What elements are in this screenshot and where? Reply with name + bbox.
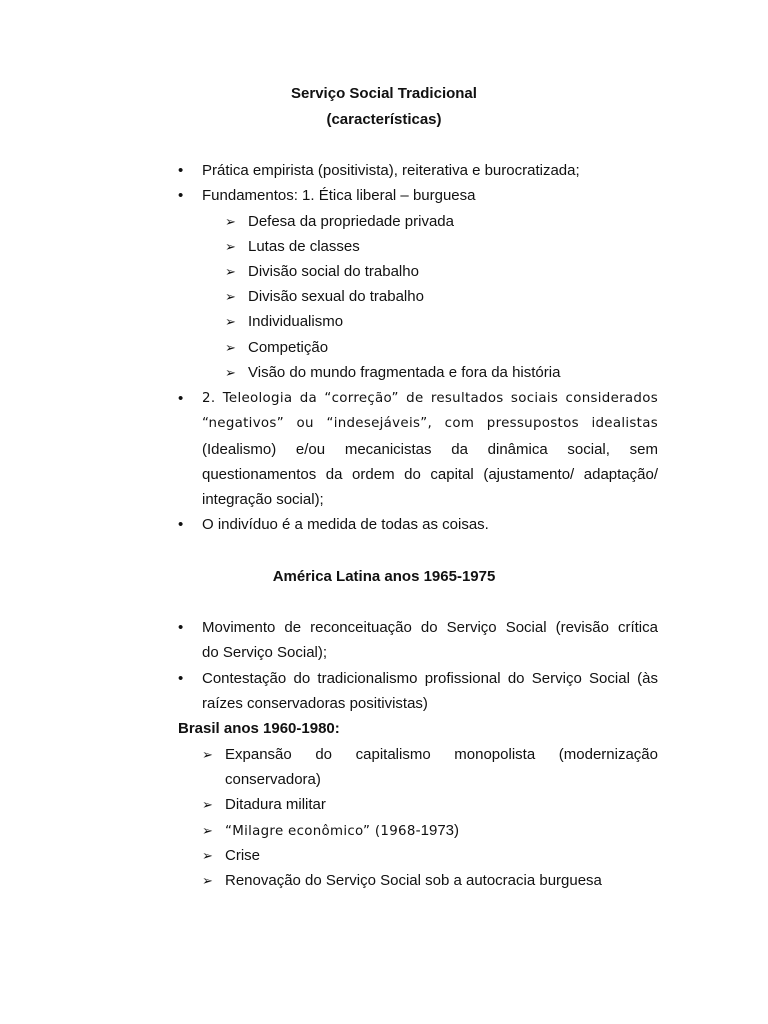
bullet-glyph: • bbox=[178, 162, 184, 179]
sub-list-item: Divisão social do trabalho bbox=[248, 263, 419, 280]
sub-list-item: Individualismo bbox=[248, 313, 344, 330]
milagre-years: -1973) bbox=[415, 822, 460, 839]
milagre-text: “Milagre econômico” (1968 bbox=[225, 824, 416, 839]
arrow-bullet-icon: ➢ bbox=[202, 797, 213, 812]
paragraph-line: questionamentos da ordem do capital (ajustamento/ adaptação/ bbox=[202, 466, 658, 483]
sub-list-item: Defesa da propriedade privada bbox=[248, 213, 454, 230]
paragraph-line: “negativos” ou “indesejáveis”, com pressupostos idealistas bbox=[202, 416, 658, 431]
arrow-bullet-icon: ➢ bbox=[202, 747, 213, 762]
page-subtitle: (características) bbox=[326, 111, 442, 128]
sub-list-item: Lutas de classes bbox=[248, 238, 360, 255]
arrow-bullet-icon: ➢ bbox=[202, 873, 213, 888]
sub-list-item bbox=[225, 821, 459, 842]
page-title: Serviço Social Tradicional bbox=[291, 85, 477, 102]
sub-list-item: Renovação do Serviço Social sob a autocracia burguesa bbox=[225, 872, 602, 889]
paragraph-line: Expansão do capitalismo monopolista (modernização bbox=[225, 746, 658, 763]
arrow-bullet-icon: ➢ bbox=[225, 289, 236, 304]
list-item: O indivíduo é a medida de todas as coisas. bbox=[202, 516, 489, 533]
section-heading-america-latina: América Latina anos 1965-1975 bbox=[272, 568, 496, 585]
bullet-glyph: • bbox=[178, 516, 184, 533]
paragraph-line: Contestação do tradicionalismo profissional do Serviço Social (às bbox=[202, 670, 658, 687]
sub-list-item: Visão do mundo fragmentada e fora da história bbox=[248, 364, 561, 381]
paragraph-line: (Idealismo) e/ou mecanicistas da dinâmica social, sem bbox=[202, 441, 658, 458]
arrow-bullet-icon: ➢ bbox=[225, 314, 236, 329]
paragraph-line: conservadora) bbox=[225, 771, 321, 788]
arrow-bullet-icon: ➢ bbox=[202, 823, 213, 838]
list-item: Prática empirista (positivista), reiterativa e burocratizada; bbox=[202, 162, 580, 179]
paragraph-line: Movimento de reconceituação do Serviço Social (revisão crítica bbox=[202, 619, 658, 636]
arrow-bullet-icon: ➢ bbox=[202, 848, 213, 863]
arrow-bullet-icon: ➢ bbox=[225, 340, 236, 355]
arrow-bullet-icon: ➢ bbox=[225, 264, 236, 279]
paragraph-line: do Serviço Social); bbox=[202, 644, 328, 661]
arrow-bullet-icon: ➢ bbox=[225, 214, 236, 229]
paragraph-line: 2. Teleologia da “correção” de resultados sociais considerados bbox=[202, 391, 658, 406]
bullet-glyph: • bbox=[178, 187, 184, 204]
paragraph-line: integração social); bbox=[202, 491, 324, 508]
arrow-bullet-icon: ➢ bbox=[225, 365, 236, 380]
arrow-bullet-icon: ➢ bbox=[225, 239, 236, 254]
sub-list-item: Divisão sexual do trabalho bbox=[248, 288, 424, 305]
section-heading-brasil: Brasil anos 1960-1980: bbox=[178, 720, 340, 737]
bullet-glyph: • bbox=[178, 619, 184, 636]
bullet-glyph: • bbox=[178, 670, 184, 687]
sub-list-item: Competição bbox=[248, 339, 329, 356]
bullet-glyph: • bbox=[178, 390, 184, 407]
list-item: Fundamentos: 1. Ética liberal – burguesa bbox=[202, 187, 476, 204]
sub-list-item: Crise bbox=[225, 847, 261, 864]
sub-list-item: Ditadura militar bbox=[225, 796, 326, 813]
paragraph-line: raízes conservadoras positivistas) bbox=[202, 695, 428, 712]
